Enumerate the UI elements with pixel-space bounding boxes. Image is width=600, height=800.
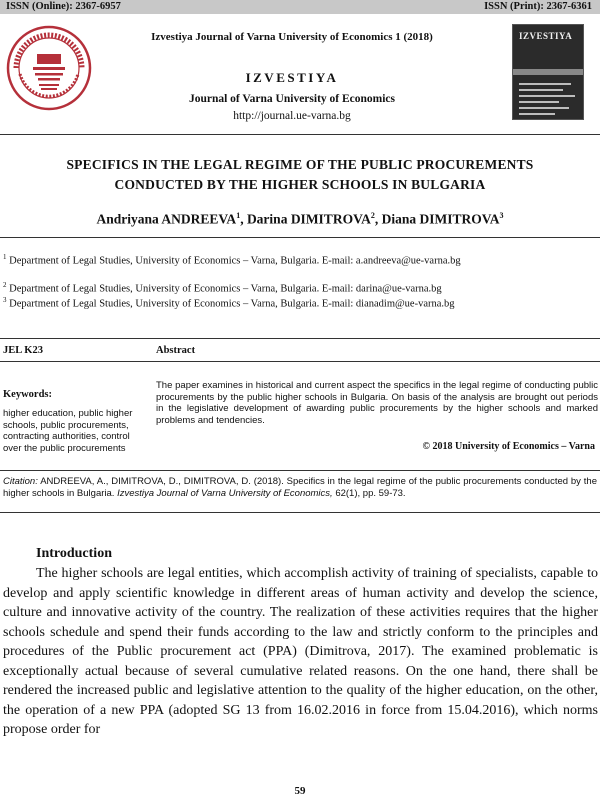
cover-line (519, 83, 571, 85)
header-divider (0, 134, 600, 135)
issn-bar (0, 0, 600, 14)
title-line-1: SPECIFICS IN THE LEGAL REGIME OF THE PUBLIC PROCUREMENTS (66, 157, 534, 172)
affiliation-text: Department of Legal Studies, University of Economics – Varna, Bulgaria. E-mail: darina@ue-varna.bg (9, 283, 442, 295)
affiliation-sup: 1 (3, 253, 7, 261)
citation-divider (0, 512, 600, 513)
jel-code: JEL K23 (3, 345, 43, 356)
meta-bottom-divider (0, 470, 600, 471)
copyright: © 2018 University of Economics – Varna (422, 441, 595, 452)
abstract-heading: Abstract (156, 345, 196, 356)
affiliation-sup: 3 (3, 296, 7, 304)
cover-line (519, 95, 575, 97)
cover-line (519, 89, 563, 91)
author-sup: 2 (370, 211, 375, 220)
keywords-list: higher education, public higher schools, public procurements, contracting authorities, control over the public procurements (3, 408, 133, 454)
citation (3, 476, 597, 499)
journal-fullname: Journal of Varna University of Economics (188, 93, 396, 105)
cover-title: IZVESTIYA (519, 31, 573, 41)
cover-band (513, 69, 584, 75)
author-name: Andriyana ANDREEVA (96, 211, 237, 227)
issn-print: ISSN (Print): 2367-6361 (484, 1, 592, 12)
affiliation-sup: 2 (3, 281, 7, 289)
cover-line (519, 113, 555, 115)
university-seal-logo (4, 24, 94, 112)
introduction-paragraph: The higher schools are legal entities, which accomplish activity of training of specialists, capable to develop and apply scientific knowledge in different areas of human activity and develop the science, culture and innovative activity of the country. The realization of these activities requires that the higher schools schedule and spend their funds according to the law and strictly conform to the principles and procedures of the Public procurement act (PPA) (Dimitrova, 2017). The examined problematic is exceptionally actual because of several cumulative related reasons. On the one hand, there shall be rendered the increased public and legislative attention to the quality of the higher education, on the other, the operation of a new PPA (adopted SG 13 from 16.02.2016 in force from 15.04.2016), which norms propose order for (3, 566, 598, 737)
citation-journal: Izvestiya Journal of Varna University of Economics, (117, 487, 333, 499)
cover-line (519, 101, 559, 103)
abstract-text: The paper examines in historical and current aspect the specifics in the legal regime of conducting public procurements by the public higher schools in Bulgaria. On basis of the analysis are brought out periods in the legislative development of awarding public procurements by the higher schools and marked problems and tendencies. (156, 380, 598, 426)
journal-name: IZVESTIYA (245, 70, 339, 85)
authors: Andriyana ANDREEVA$^1$, Darina DIMITROVA$^2$, Diana DIMITROVA$^3$ (96, 211, 504, 227)
cover-line (519, 107, 569, 109)
journal-issue: Izvestiya Journal of Varna University of Economics 1 (2018) (151, 31, 433, 43)
affiliations-divider (0, 338, 600, 339)
affiliation-text: Department of Legal Studies, University of Economics – Varna, Bulgaria. E-mail: a.andreeva@ue-varna.bg (9, 255, 461, 267)
introduction-heading: Introduction (36, 546, 112, 561)
affiliation (3, 251, 595, 268)
keywords-heading: Keywords: (3, 389, 52, 400)
title-line-2: CONDUCTED BY THE HIGHER SCHOOLS IN BULGARIA (114, 177, 486, 192)
citation-text-after: 62(1), pp. 59-73. (332, 487, 406, 499)
author-sup: 3 (499, 211, 504, 220)
authors-divider (0, 237, 600, 238)
citation-label: Citation: (3, 476, 38, 487)
author-name: Diana DIMITROVA (381, 211, 500, 227)
journal-url[interactable]: http://journal.ue-varna.bg (233, 110, 351, 122)
issn-online: ISSN (Online): 2367-6957 (6, 1, 121, 12)
affiliation (3, 294, 595, 311)
citation-text-before: ANDREEVA, A., DIMITROVA, D., DIMITROVA, D. (2018). Specifics in the legal regime of the public procurements conducted by the higher schools in Bulgaria. (3, 476, 597, 499)
paper-title (14, 155, 586, 195)
meta-divider (0, 361, 600, 362)
journal-cover-thumbnail (512, 24, 584, 120)
author-name: Darina DIMITROVA (246, 211, 371, 227)
page-number: 59 (294, 785, 306, 797)
author-sup: 1 (236, 211, 241, 220)
affiliation-text: Department of Legal Studies, University of Economics – Varna, Bulgaria. E-mail: dianadim@ue-varna.bg (9, 298, 455, 310)
